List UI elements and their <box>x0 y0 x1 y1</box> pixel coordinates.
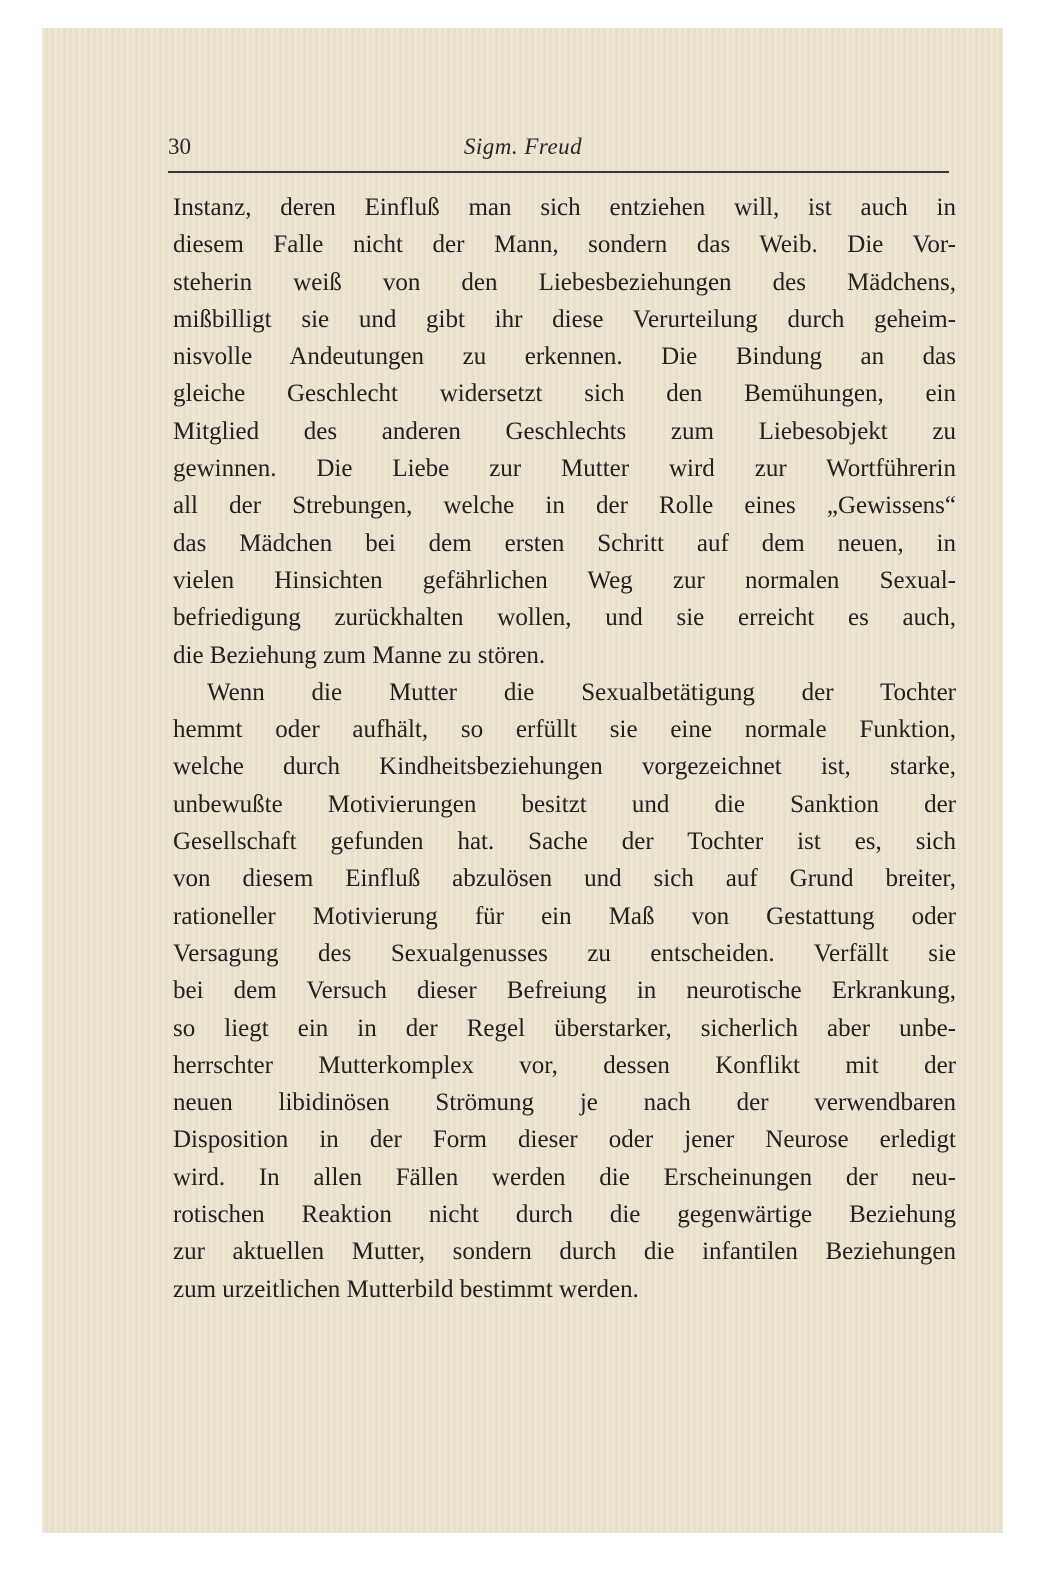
text-line: Mitglied des anderen Geschlechts zum Liebesobjekt zu <box>173 417 956 445</box>
body-text <box>173 189 956 1308</box>
text-line: Instanz, deren Einfluß man sich entziehen will, ist auch in <box>173 194 956 221</box>
text-line: mißbilligt sie und gibt ihr diese Verurteilung durch geheim- <box>173 305 956 333</box>
page-number: 30 <box>168 134 191 159</box>
text-line: herrschter Mutterkomplex vor, dessen Konflikt mit der <box>173 1051 956 1079</box>
text-line: Versagung des Sexualgenusses zu entscheiden. Verfällt sie <box>173 939 956 967</box>
text-line: wird. In allen Fällen werden die Erscheinungen der neu- <box>173 1163 956 1191</box>
text-line: unbewußte Motivierungen besitzt und die Sanktion der <box>173 790 956 818</box>
text-line: rotischen Reaktion nicht durch die gegenwärtige Beziehung <box>173 1201 956 1229</box>
text-line: gewinnen. Die Liebe zur Mutter wird zur Wortführerin <box>173 455 956 483</box>
header-rule <box>168 171 949 173</box>
running-head: Sigm. Freud <box>463 134 583 159</box>
text-line: so liegt ein in der Regel überstarker, sicherlich aber unbe- <box>173 1014 956 1042</box>
text-line: neuen libidinösen Strömung je nach der verwendbaren <box>173 1089 956 1117</box>
text-line: rationeller Motivierung für ein Maß von Gestattung oder <box>173 902 956 930</box>
text-line: Gesellschaft gefunden hat. Sache der Tochter ist es, sich <box>173 828 956 856</box>
text-line: all der Strebungen, welche in der Rolle eines „Gewissens“ <box>173 492 956 520</box>
text-line: welche durch Kindheitsbeziehungen vorgezeichnet ist, starke, <box>173 753 956 781</box>
paragraph <box>173 674 956 1308</box>
text-line: von diesem Einfluß abzulösen und sich auf Grund breiter, <box>173 865 956 893</box>
text-line: nisvolle Andeutungen zu erkennen. Die Bindung an das <box>173 343 956 371</box>
text-line: zur aktuellen Mutter, sondern durch die infantilen Beziehungen <box>173 1238 956 1266</box>
text-line: hemmt oder aufhält, so erfüllt sie eine normale Funktion, <box>173 716 956 744</box>
text-line: steherin weiß von den Liebesbeziehungen des Mädchens, <box>173 268 956 296</box>
text-line: diesem Falle nicht der Mann, sondern das Weib. Die Vor- <box>173 231 956 259</box>
text-line: Disposition in der Form dieser oder jener Neurose erledigt <box>173 1126 956 1154</box>
text-line: das Mädchen bei dem ersten Schritt auf dem neuen, in <box>173 529 956 557</box>
text-line: bei dem Versuch dieser Befreiung in neurotische Erkrankung, <box>173 977 956 1005</box>
paragraph <box>173 189 956 674</box>
text-line: vielen Hinsichten gefährlichen Weg zur normalen Sexual- <box>173 566 956 594</box>
text-line: die Beziehung zum Manne zu stören. <box>173 641 546 669</box>
text-line: zum urzeitlichen Mutterbild bestimmt werden. <box>173 1275 639 1303</box>
text-line: Wenn die Mutter die Sexualbetätigung der Tochter <box>207 678 956 706</box>
text-line: befriedigung zurückhalten wollen, und sie erreicht es auch, <box>173 604 956 632</box>
text-line: gleiche Geschlecht widersetzt sich den Bemühungen, ein <box>173 380 956 408</box>
